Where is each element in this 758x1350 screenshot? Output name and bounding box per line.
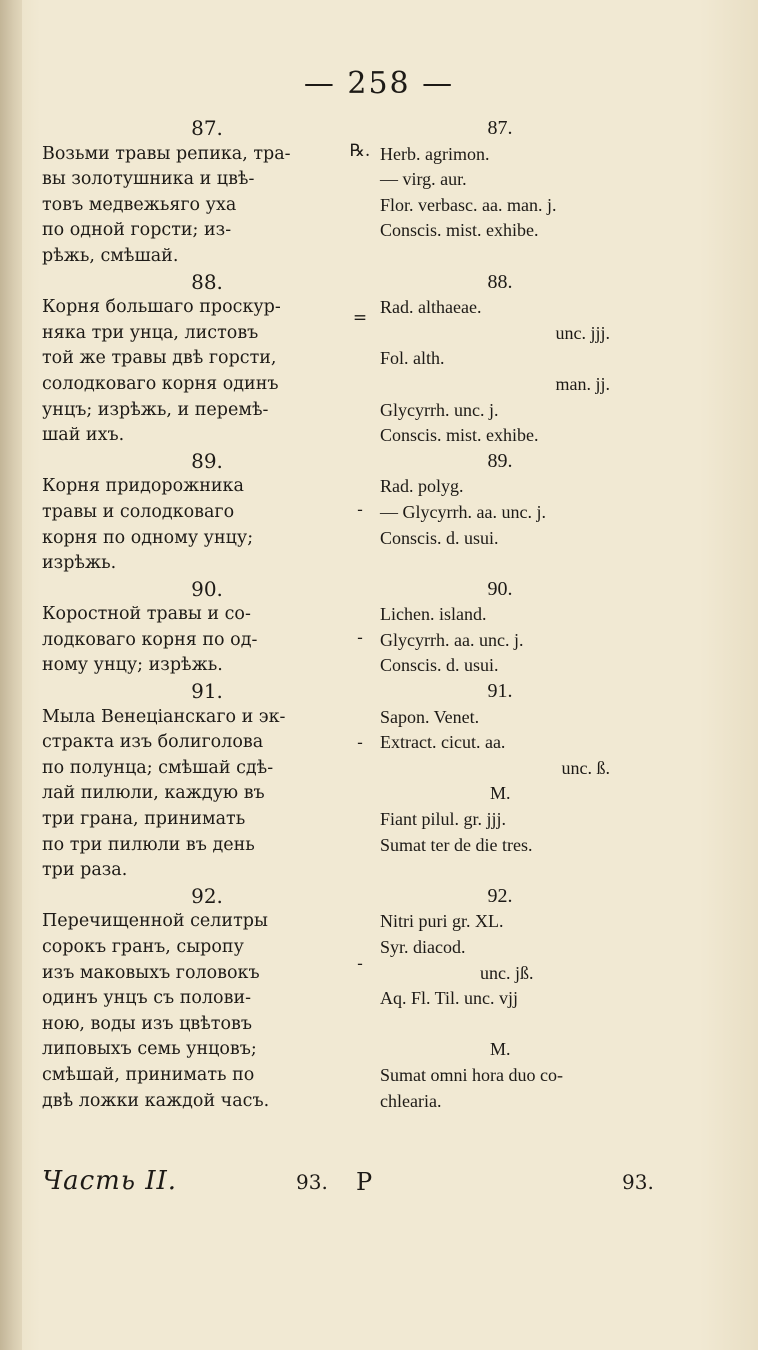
recipe-number: 91.: [487, 680, 513, 703]
text-line: изъ маковыхъ головокъ: [42, 962, 260, 983]
catchword-left: 93.: [296, 1170, 328, 1194]
separator-mark-89: -: [357, 500, 363, 520]
recipe-number: 89.: [191, 448, 223, 473]
text-line: M.: [490, 1039, 511, 1060]
text-line: Sapon. Venet.: [380, 706, 480, 727]
text-line: Мыла Венеціанскаго и эк-: [42, 706, 286, 727]
blank-line: [380, 1012, 650, 1038]
text-line: три грана, принимать: [42, 809, 246, 830]
text-line: сорокъ гранъ, сыропу: [42, 937, 244, 957]
text-line: Fol. alth.: [380, 348, 445, 369]
page-gutter: [0, 0, 22, 1350]
recipe-number: 87.: [191, 116, 223, 140]
text-line: по одной горсти; из-: [42, 220, 232, 241]
text-line: стракта изъ болиголова: [42, 732, 264, 753]
text-line: рѣжь, смѣшай.: [42, 245, 179, 266]
text-line: по три пилюли въ день: [42, 834, 255, 855]
text-line: лодковаго корня по од-: [42, 629, 258, 650]
catchword-right: 93.: [622, 1170, 654, 1194]
text-line: по полунца; смѣшай сдѣ-: [42, 757, 274, 778]
text-line: Fiant pilul. gr. jjj.: [380, 809, 507, 830]
text-line: Herb. agrimon.: [380, 143, 490, 164]
text-line: — Glycyrrh. aa. unc. j.: [380, 501, 546, 522]
text-line: unc. ß.: [561, 757, 610, 778]
text-line: одинъ унцъ съ полови-: [42, 988, 252, 1009]
text-line: Корня большаго проскур-: [42, 297, 281, 318]
text-line: солодковаго корня одинъ: [42, 373, 279, 394]
text-line: M.: [490, 783, 511, 804]
text-line: Коростной травы и со-: [42, 604, 251, 625]
text-line: unc. jjj.: [555, 322, 610, 343]
separator-mark-91: -: [357, 733, 363, 753]
recipe-number: 89.: [487, 449, 513, 472]
recipe-number: 87.: [487, 117, 513, 139]
text-line: товъ медвежьяго уха: [42, 194, 237, 215]
text-line: Conscis. d. usui.: [380, 655, 499, 676]
text-line: Rad. althaeae.: [380, 297, 482, 318]
text-line: ною, воды изъ цвѣтовъ: [42, 1013, 252, 1034]
text-line: лай пилюли, каждую въ: [42, 783, 265, 804]
separator-mark-92: -: [357, 954, 363, 974]
blank-line: [380, 244, 650, 270]
recipe-number: 90.: [487, 577, 513, 600]
text-line: корня по одному унцу;: [42, 527, 254, 548]
text-line: man. jj.: [555, 373, 610, 394]
recipe-number: 90.: [191, 576, 223, 601]
recipe-number: 91.: [191, 679, 223, 704]
text-line: три раза.: [42, 860, 128, 881]
text-line: Glycyrrh. aa. unc. j.: [380, 629, 524, 650]
blank-line: [380, 858, 650, 884]
separator-mark-88: =: [352, 308, 368, 328]
text-line: вы золотушника и цвѣ-: [42, 169, 255, 190]
text-line: Conscis. d. usui.: [380, 527, 499, 548]
text-line: смѣшай, принимать по: [42, 1064, 255, 1085]
text-line: Sumat omni hora duo co-: [380, 1064, 563, 1085]
text-line: Перечищенной селитры: [42, 911, 268, 932]
text-line: няка три унца, листовъ: [42, 322, 259, 343]
recipe-symbol: ℞.: [349, 141, 371, 161]
text-line: липовыхъ семь унцовъ;: [42, 1039, 257, 1060]
text-line: шай ихъ.: [42, 425, 125, 446]
page-number: — 258 —: [303, 66, 455, 101]
text-line: Rad. polyg.: [380, 476, 464, 497]
recipe-number: 92.: [487, 884, 513, 907]
russian-recipes-column: [42, 116, 342, 1114]
recipe-number: 88.: [191, 269, 223, 294]
text-line: Flor. verbasc. aa. man. j.: [380, 194, 557, 215]
text-line: Корня придорожника: [42, 476, 244, 497]
text-line: unc. jß.: [480, 962, 534, 983]
text-line: Conscis. mist. exhibe.: [380, 220, 539, 241]
text-line: Nitri puri gr. XL.: [380, 911, 504, 932]
text-line: ному унцу; изрѣжь.: [42, 655, 223, 676]
recipe-number: 92.: [191, 883, 223, 908]
text-line: Conscis. mist. exhibe.: [380, 425, 539, 446]
text-line: той же травы двѣ горсти,: [42, 348, 277, 369]
text-line: двѣ ложки каждой часъ.: [42, 1090, 270, 1111]
text-line: Syr. diacod.: [380, 937, 466, 957]
latin-recipes-column: [380, 116, 650, 1114]
text-line: Aq. Fl. Til. unc. vjj: [380, 988, 519, 1009]
text-line: травы и солодковаго: [42, 501, 235, 522]
separator-mark-90: -: [357, 628, 363, 648]
text-line: — virg. aur.: [380, 169, 467, 190]
text-line: Extract. cicut. aa.: [380, 732, 506, 753]
text-line: Glycyrrh. unc. j.: [380, 399, 499, 420]
blank-line: [380, 551, 650, 577]
catchword-p: P: [356, 1168, 373, 1196]
text-line: Возьми травы репика, тра-: [42, 143, 291, 164]
text-line: chlearia.: [380, 1090, 442, 1111]
text-line: изрѣжь.: [42, 553, 117, 574]
recipe-number: 88.: [487, 270, 513, 293]
text-line: Sumat ter de die tres.: [380, 834, 533, 855]
text-line: Lichen. island.: [380, 604, 487, 625]
text-line: унцъ; изрѣжь, и перемѣ-: [42, 399, 269, 420]
signature-mark: Часть II.: [42, 1166, 178, 1196]
